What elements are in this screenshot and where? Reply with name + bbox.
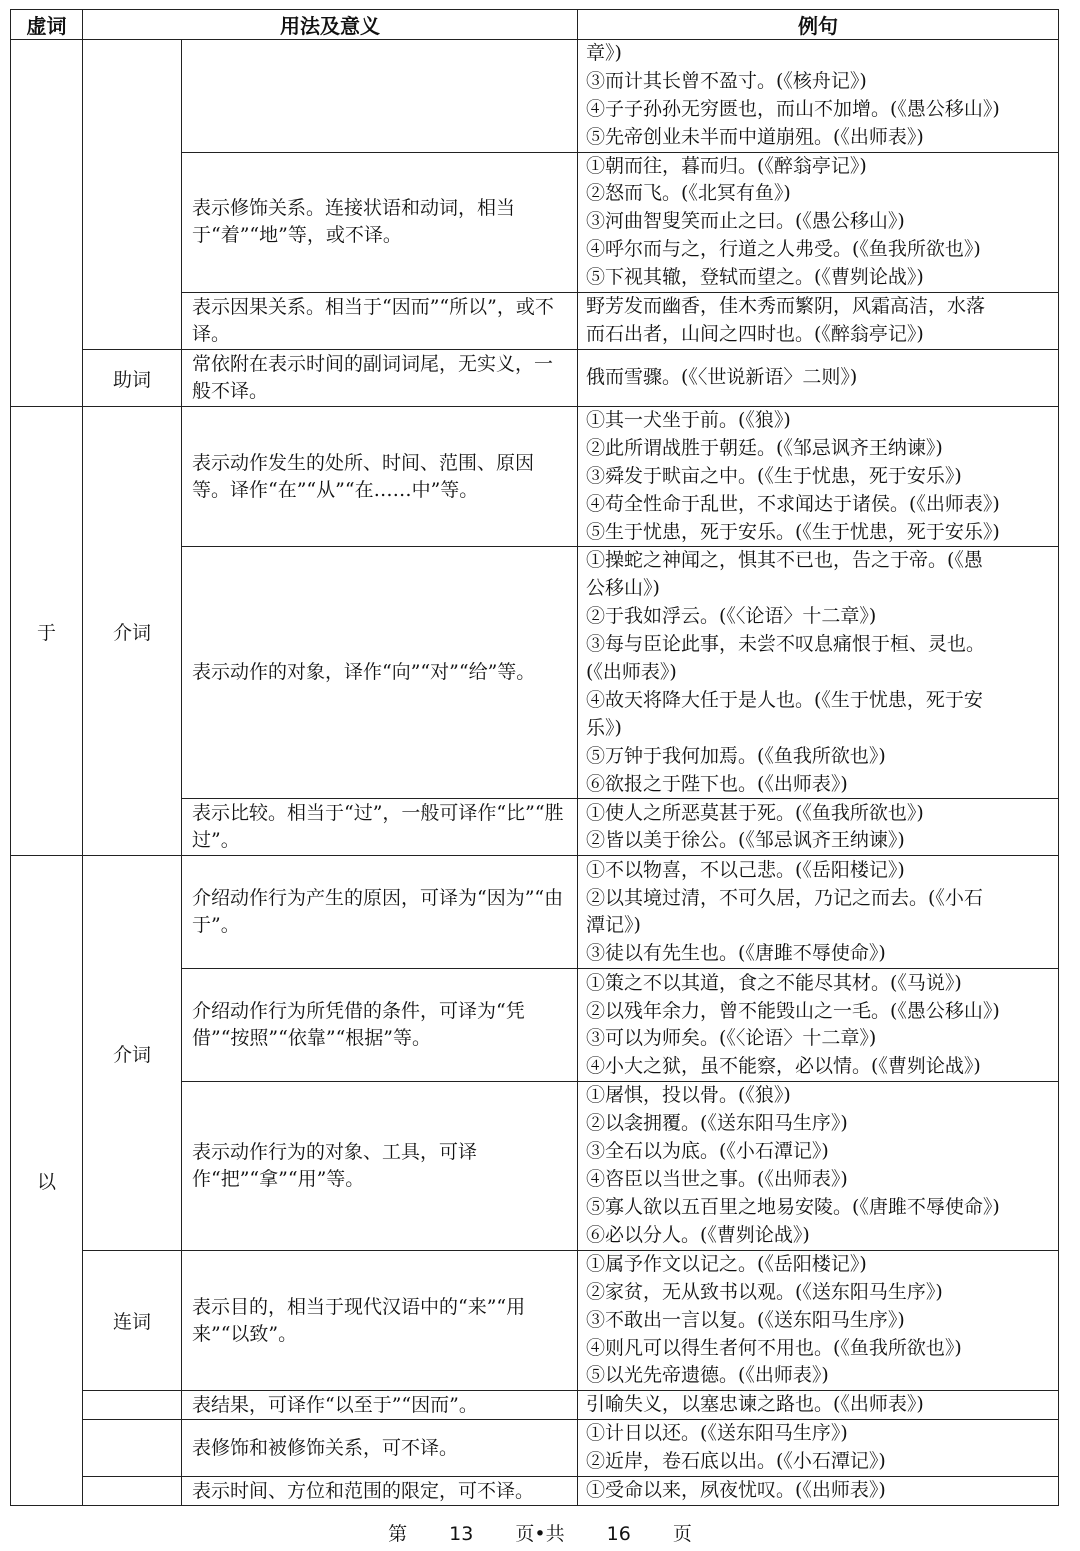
usage-cell: 介绍动作行为所凭借的条件，可译为“凭借”“按照”“依靠”“根据”等。	[182, 969, 578, 1082]
example-line: 乐》)	[586, 716, 622, 739]
footer-middle: 页•共	[515, 1523, 565, 1545]
example-line: ①计日以还。(《送东阳马生序》)	[586, 1422, 848, 1445]
example-line: ②家贫，无从致书以观。(《送东阳马生序》)	[586, 1280, 943, 1303]
usage-cell: 表示比较。相当于“过”，一般可译作“比”“胜过”。	[182, 799, 578, 856]
usage-cell: 表结果，可译作“以至于”“因而”。	[182, 1391, 578, 1420]
example-line: ④小大之狱，虽不能察，必以情。(《曹刿论战》)	[586, 1055, 981, 1078]
example-line: 引喻失义，以塞忠谏之路也。(《出师表》)	[586, 1393, 924, 1416]
example-cell	[578, 1391, 1059, 1420]
example-line: ④故天将降大任于是人也。(《生于忧患，死于安	[586, 688, 983, 711]
example-cell	[578, 856, 1059, 969]
example-line: (《出师表》)	[586, 661, 677, 684]
usage-cell: 表示因果关系。相当于“因而”“所以”，或不译。	[182, 293, 578, 350]
example-line: ①策之不以其道，食之不能尽其材。(《马说》)	[586, 971, 962, 994]
pos-cell	[83, 40, 182, 350]
example-cell	[578, 350, 1059, 407]
example-line: ⑥欲报之于陛下也。(《出师表》)	[586, 772, 848, 795]
example-cell	[578, 1477, 1059, 1506]
example-line: ④呼尔而与之，行道之人弗受。(《鱼我所欲也》)	[586, 238, 981, 261]
usage-cell: 介绍动作行为产生的原因，可译为“因为”“由于”。	[182, 856, 578, 969]
example-line: ③全石以为底。(《小石潭记》)	[586, 1140, 829, 1163]
usage-cell: 表示目的，相当于现代汉语中的“来”“用来”“以致”。	[182, 1250, 578, 1390]
example-line: ①受命以来，夙夜忧叹。(《出师表》)	[586, 1479, 886, 1502]
pos-cell: 介词	[83, 407, 182, 856]
footer-page-current: 13	[449, 1523, 474, 1545]
example-line: ②于我如浮云。(《〈论语〉十二章》)	[586, 605, 877, 628]
function-words-table	[10, 9, 1059, 1506]
example-line: ④子子孙孙无穷匮也，而山不加增。(《愚公移山》)	[586, 97, 1000, 120]
example-line: ①操蛇之神闻之，惧其不已也，告之于帝。(《愚	[586, 549, 983, 572]
example-line: ②怒而飞。(《北冥有鱼》)	[586, 182, 791, 205]
usage-cell: 表示修饰关系。连接状语和动词，相当于“着”“地”等，或不译。	[182, 152, 578, 292]
table-row	[11, 1477, 1059, 1506]
example-line: ②以衾拥覆。(《送东阳马生序》)	[586, 1112, 848, 1135]
table-row	[11, 350, 1059, 407]
example-cell	[578, 407, 1059, 547]
example-line: 公移山》)	[586, 577, 660, 600]
example-cell	[578, 799, 1059, 856]
word-cell: 于	[11, 407, 83, 856]
pos-cell: 助词	[83, 350, 182, 407]
pos-cell	[83, 1477, 182, 1506]
table-row	[11, 40, 1059, 153]
example-line: ③而计其长曾不盈寸。(《核舟记》)	[586, 69, 867, 92]
example-line: ⑤生于忧患，死于安乐。(《生于忧患，死于安乐》)	[586, 520, 1000, 543]
usage-cell: 表示动作发生的处所、时间、范围、原因等。译作“在”“从”“在……中”等。	[182, 407, 578, 547]
example-line: ①屠惧，投以骨。(《狼》)	[586, 1084, 791, 1107]
example-line: 而石出者，山间之四时也。(《醉翁亭记》)	[586, 323, 924, 346]
table-header-row	[11, 10, 1059, 40]
example-line: 章》)	[586, 42, 622, 64]
usage-cell	[182, 40, 578, 153]
pos-cell: 连词	[83, 1250, 182, 1390]
example-line: ①不以物喜，不以己悲。(《岳阳楼记》)	[586, 858, 905, 881]
footer-suffix: 页	[672, 1523, 692, 1545]
header-usage: 用法及意义	[83, 10, 578, 40]
footer-prefix: 第	[388, 1523, 408, 1545]
example-line: ③舜发于畎亩之中。(《生于忧患，死于安乐》)	[586, 464, 962, 487]
example-line: ④则凡可以得生者何不用也。(《鱼我所欲也》)	[586, 1336, 962, 1359]
example-line: ①使人之所恶莫甚于死。(《鱼我所欲也》)	[586, 801, 924, 824]
usage-cell: 常依附在表示时间的副词词尾，无实义，一般不译。	[182, 350, 578, 407]
table-row	[11, 1250, 1059, 1390]
usage-cell: 表示动作的对象，译作“向”“对”“给”等。	[182, 547, 578, 799]
example-line: ②以其境过清，不可久居，乃记之而去。(《小石	[586, 886, 983, 909]
example-cell	[578, 40, 1059, 153]
example-line: ③每与臣论此事，未尝不叹息痛恨于桓、灵也。	[586, 633, 986, 656]
example-line: 俄而雪骤。(《〈世说新语〉二则》)	[586, 366, 858, 389]
table-row	[11, 1391, 1059, 1420]
table-row	[11, 1420, 1059, 1477]
example-cell	[578, 1420, 1059, 1477]
usage-cell: 表示动作行为的对象、工具，可译作“把”“拿”“用”等。	[182, 1082, 578, 1250]
footer-page-total: 16	[606, 1523, 631, 1545]
example-line: ①其一犬坐于前。(《狼》)	[586, 409, 791, 432]
example-line: ⑤下视其辙，登轼而望之。(《曹刿论战》)	[586, 266, 924, 289]
example-cell	[578, 1082, 1059, 1250]
example-line: ④咨臣以当世之事。(《出师表》)	[586, 1168, 848, 1191]
header-example: 例句	[578, 10, 1059, 40]
example-line: ⑥必以分人。(《曹刿论战》)	[586, 1223, 810, 1246]
example-line: ③不敢出一言以复。(《送东阳马生序》)	[586, 1308, 905, 1331]
word-cell: 以	[11, 856, 83, 1506]
example-line: ①属予作文以记之。(《岳阳楼记》)	[586, 1252, 867, 1275]
header-word: 虚词	[11, 10, 83, 40]
example-line: ⑤万钟于我何加焉。(《鱼我所欲也》)	[586, 744, 886, 767]
example-line: ⑤寡人欲以五百里之地易安陵。(《唐雎不辱使命》)	[586, 1196, 1000, 1219]
page-footer	[0, 1519, 1080, 1546]
example-cell	[578, 969, 1059, 1082]
example-line: ③徒以有先生也。(《唐雎不辱使命》)	[586, 942, 886, 965]
example-line: ④苟全性命于乱世，不求闻达于诸侯。(《出师表》)	[586, 492, 1000, 515]
word-cell-er	[11, 40, 83, 407]
example-line: ⑤以光先帝遗德。(《出师表》)	[586, 1364, 829, 1387]
usage-cell: 表示时间、方位和范围的限定，可不译。	[182, 1477, 578, 1506]
example-line: ②近岸，卷石底以出。(《小石潭记》)	[586, 1450, 886, 1473]
example-cell	[578, 293, 1059, 350]
example-line: ①朝而往，暮而归。(《醉翁亭记》)	[586, 154, 867, 177]
example-cell	[578, 152, 1059, 292]
example-line: 野芳发而幽香，佳木秀而繁阴，风霜高洁，水落	[586, 295, 986, 318]
pos-cell: 介词	[83, 856, 182, 1250]
example-cell	[578, 547, 1059, 799]
example-line: ③可以为师矣。(《〈论语〉十二章》)	[586, 1027, 877, 1050]
example-line: ②此所谓战胜于朝廷。(《邹忌讽齐王纳谏》)	[586, 436, 943, 459]
example-cell	[578, 1250, 1059, 1390]
example-line: 潭记》)	[586, 914, 641, 937]
example-line: ⑤先帝创业未半而中道崩殂。(《出师表》)	[586, 125, 924, 148]
table-row	[11, 407, 1059, 547]
example-line: ②皆以美于徐公。(《邹忌讽齐王纳谏》)	[586, 829, 905, 852]
pos-cell	[83, 1391, 182, 1420]
example-line: ③河曲智叟笑而止之曰。(《愚公移山》)	[586, 210, 905, 233]
pos-cell	[83, 1420, 182, 1477]
usage-cell: 表修饰和被修饰关系，可不译。	[182, 1420, 578, 1477]
example-line: ②以残年余力，曾不能毁山之一毛。(《愚公移山》)	[586, 999, 1000, 1022]
table-row	[11, 856, 1059, 969]
